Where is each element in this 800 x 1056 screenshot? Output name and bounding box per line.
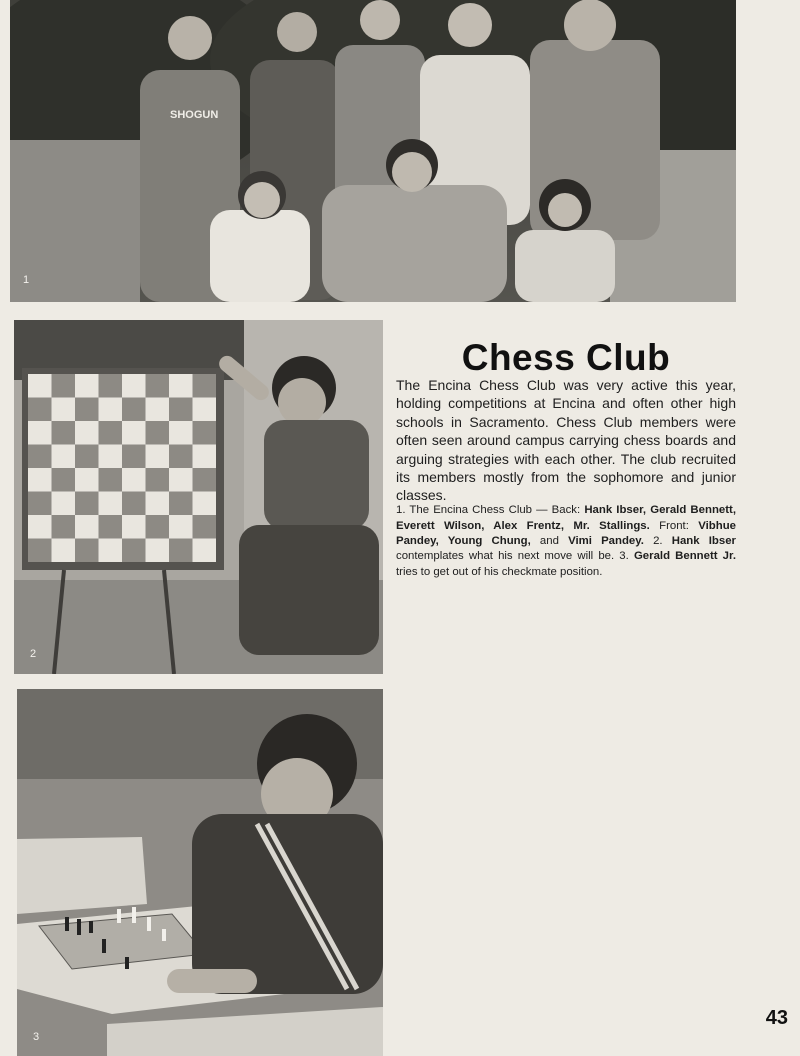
board-square (146, 374, 170, 398)
caption-name: Hank Ibser, Gerald Bennett, Everett Wilson, Alex Frentz, Mr. Stallings. (396, 504, 736, 532)
board-square (146, 398, 170, 422)
board-square (169, 421, 193, 445)
caption-text: Front: (649, 519, 699, 532)
chessboard-photo (14, 320, 383, 674)
board-square (52, 398, 76, 422)
board-square (193, 492, 217, 516)
board-square (28, 539, 52, 563)
board-square (122, 468, 146, 492)
board-square (122, 421, 146, 445)
board-square (52, 374, 76, 398)
chess-table-photo-image (17, 689, 383, 1056)
shirt-text: SHOGUN (170, 109, 219, 121)
board-square (99, 515, 123, 539)
board-square (193, 398, 217, 422)
board-square (28, 421, 52, 445)
board-square (169, 398, 193, 422)
board-square (52, 539, 76, 563)
board-square (28, 398, 52, 422)
photo-number-2: 2 (30, 648, 37, 660)
caption-text: and (530, 534, 569, 547)
board-square (52, 492, 76, 516)
board-square (99, 468, 123, 492)
board-square (146, 539, 170, 563)
board-square (52, 515, 76, 539)
board-square (75, 539, 99, 563)
page-title: Chess Club (461, 336, 671, 378)
board-square (99, 539, 123, 563)
group-photo (10, 0, 736, 302)
caption-name: Gerald Bennett Jr. (633, 550, 736, 563)
board-square (99, 374, 123, 398)
board-square (146, 468, 170, 492)
board-square (122, 515, 146, 539)
board-square (122, 374, 146, 398)
board-square (122, 398, 146, 422)
board-square (169, 445, 193, 469)
page-number: 43 (765, 1007, 788, 1029)
board-square (52, 468, 76, 492)
chessboard-photo-image (14, 320, 383, 674)
board-square (28, 445, 52, 469)
board-square (146, 421, 170, 445)
caption-name: Vimi Pandey. (568, 534, 644, 547)
board-square (146, 492, 170, 516)
board-square (169, 374, 193, 398)
caption-text: contemplates what his next move will be. 3. (396, 550, 634, 563)
caption-name: Vibhue Pandey, Young Chung, (396, 519, 736, 547)
board-square (52, 445, 76, 469)
board-square (193, 468, 217, 492)
chess-table-photo (17, 689, 383, 1056)
board-square (75, 492, 99, 516)
board-square (122, 492, 146, 516)
board-square (193, 445, 217, 469)
board-square (75, 421, 99, 445)
wall-chessboard (28, 374, 216, 562)
board-square (146, 515, 170, 539)
board-square (169, 515, 193, 539)
board-square (75, 374, 99, 398)
group-photo-image (10, 0, 736, 302)
board-square (122, 539, 146, 563)
board-square (28, 374, 52, 398)
board-square (193, 539, 217, 563)
board-square (75, 445, 99, 469)
board-square (193, 421, 217, 445)
board-square (75, 468, 99, 492)
board-square (52, 421, 76, 445)
caption-text: 1. The Encina Chess Club — Back: (396, 504, 585, 517)
board-square (193, 374, 217, 398)
board-square (122, 445, 146, 469)
board-square (99, 445, 123, 469)
board-square (75, 398, 99, 422)
photo-caption (396, 503, 736, 579)
caption-text: tries to get out of his checkmate position. (396, 565, 603, 578)
board-square (169, 492, 193, 516)
board-square (99, 492, 123, 516)
board-square (99, 421, 123, 445)
board-square (28, 492, 52, 516)
board-square (75, 515, 99, 539)
board-square (28, 515, 52, 539)
board-square (169, 468, 193, 492)
caption-name: Hank Ibser (671, 534, 736, 547)
photo-number-3: 3 (33, 1031, 40, 1043)
board-square (99, 398, 123, 422)
article-body: The Encina Chess Club was very active this year, holding competitions at Encina and often other high schools in Sacramento. Chess Club members were often seen around campus carrying chess boards and arguing strategies with each other. The club recruited its members mostly from the sophomore and junior classes. (396, 377, 736, 504)
board-square (193, 515, 217, 539)
caption-text: 2. (643, 534, 672, 547)
board-square (169, 539, 193, 563)
photo-number-1: 1 (23, 274, 30, 286)
board-square (28, 468, 52, 492)
board-square (146, 445, 170, 469)
